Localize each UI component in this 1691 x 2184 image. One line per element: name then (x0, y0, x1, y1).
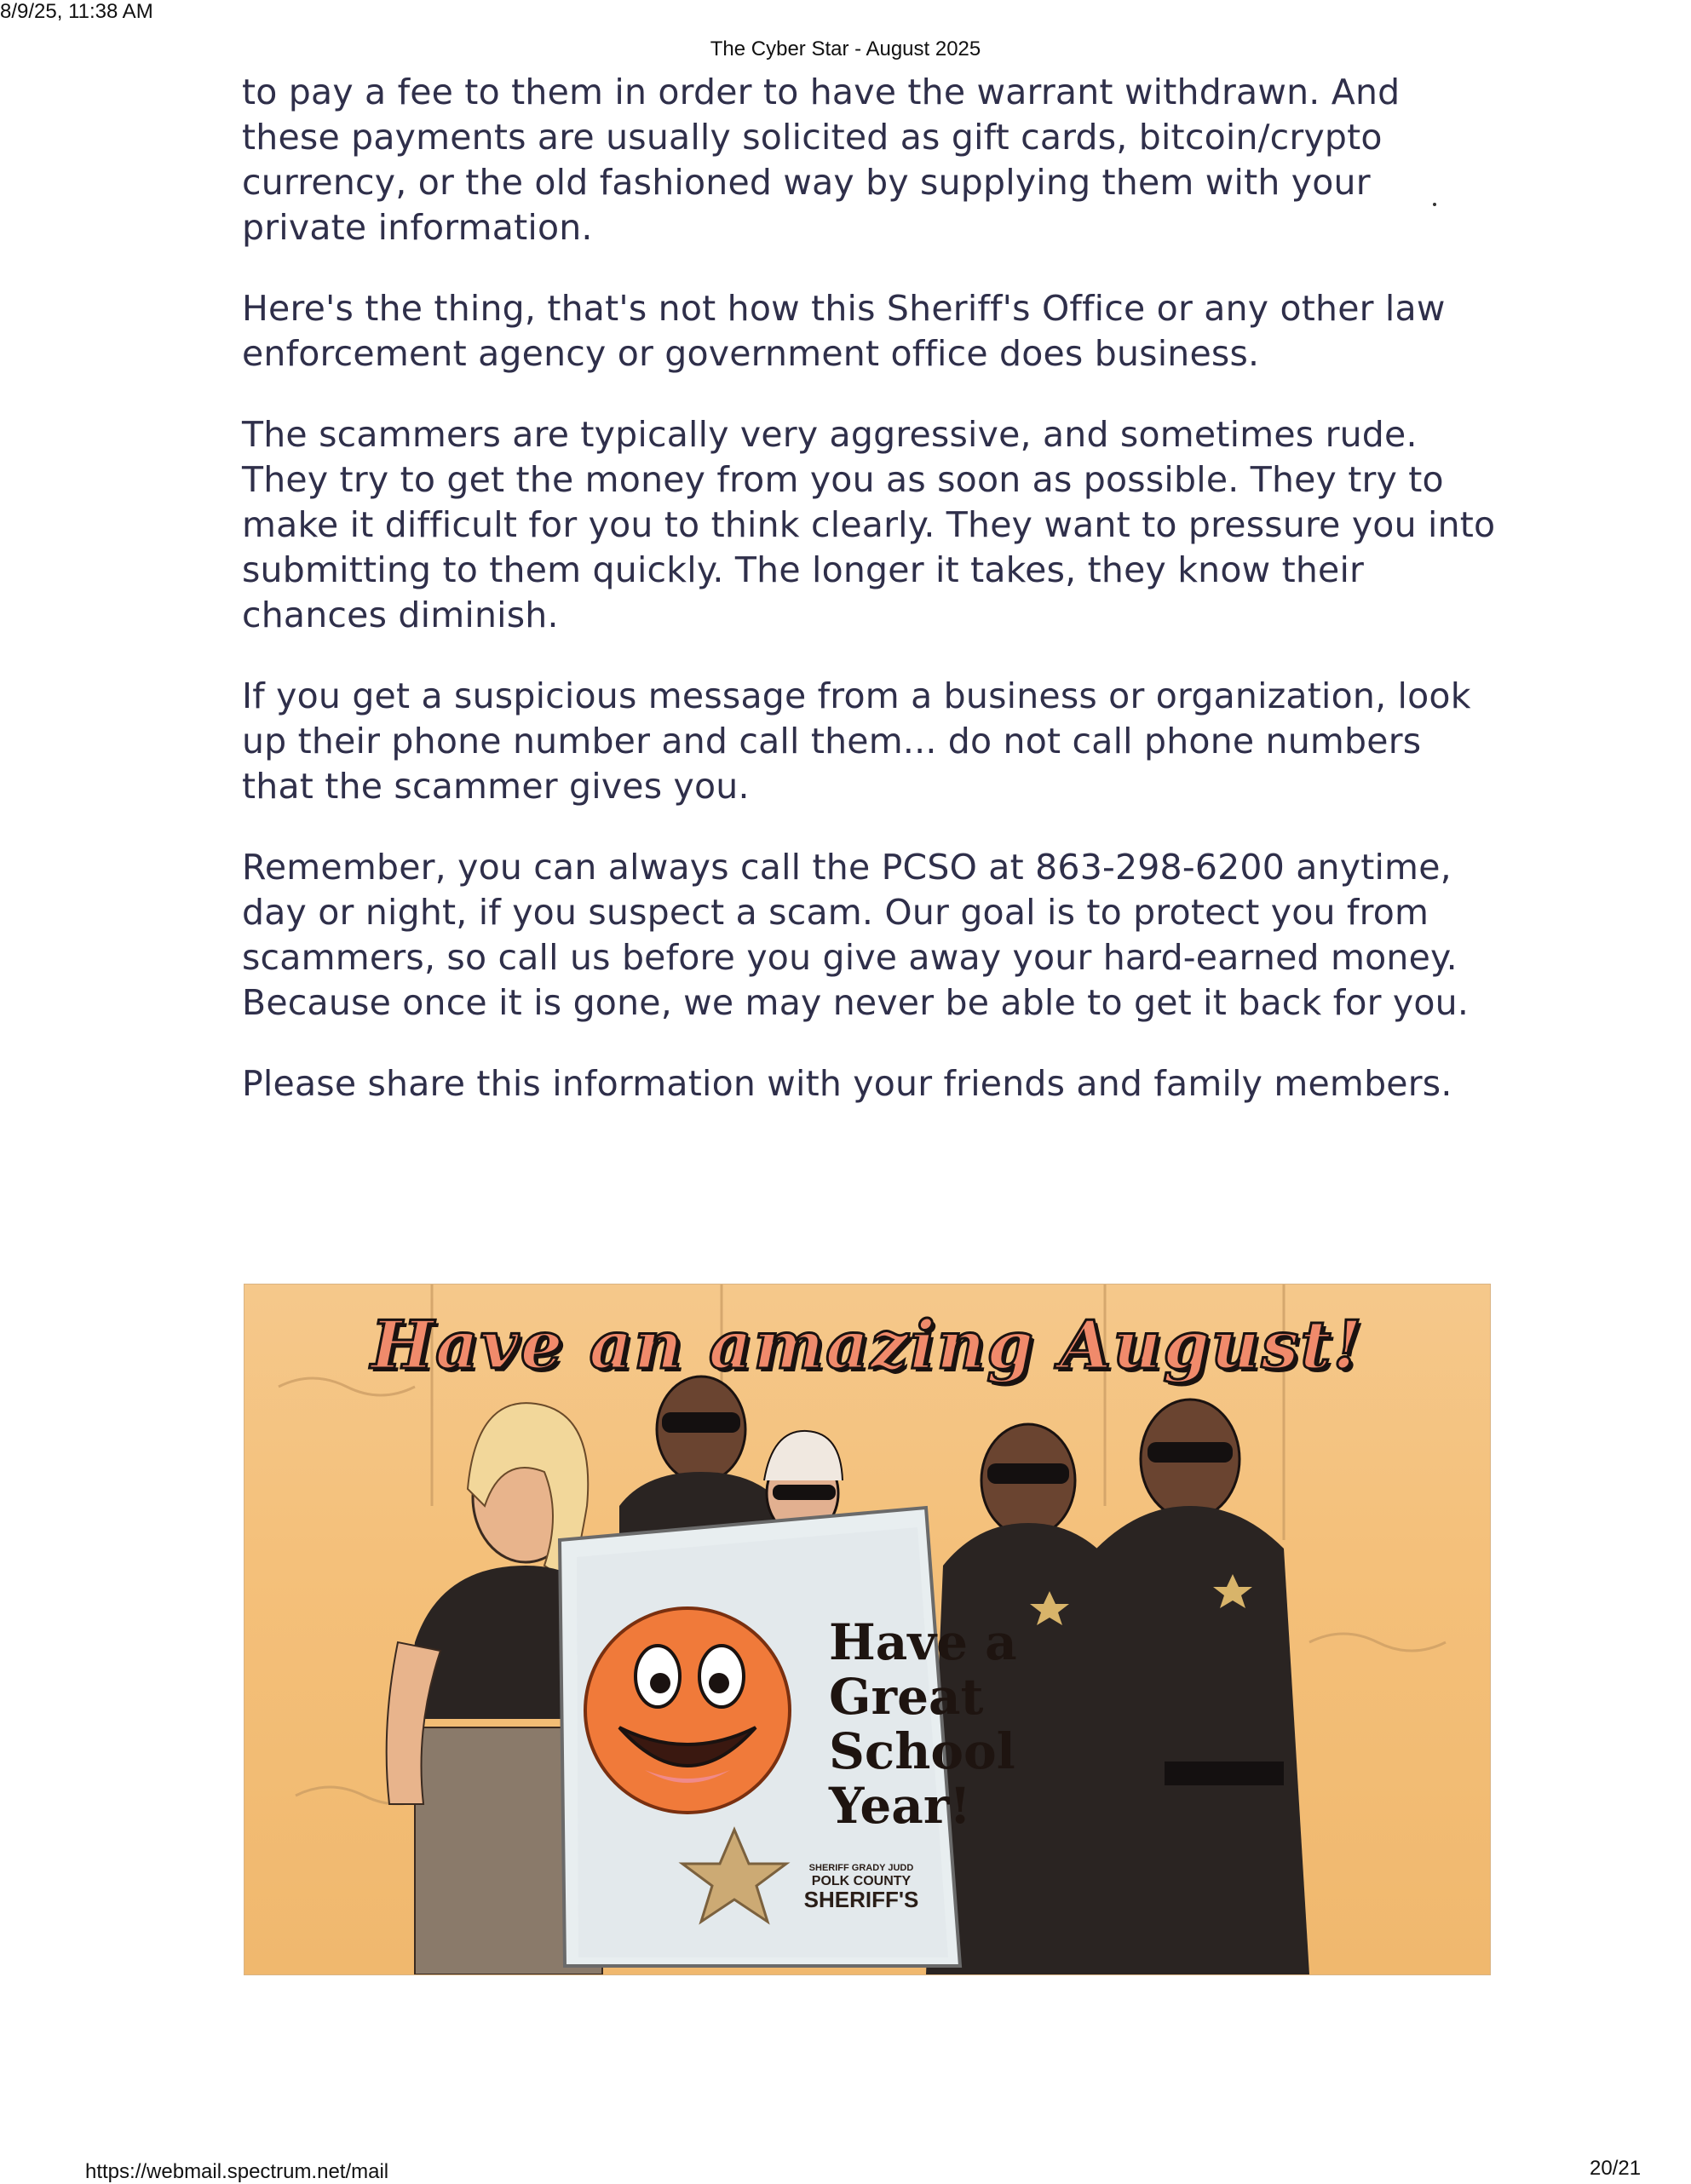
deputy-right-2 (1079, 1399, 1309, 1974)
sign-line: Have a (829, 1613, 1017, 1671)
print-footer-url: https://webmail.spectrum.net/mail (85, 2160, 389, 2183)
logo-county-line: POLK COUNTY (811, 1874, 912, 1888)
sign-line: School (829, 1722, 1015, 1780)
article-body (242, 70, 1503, 1142)
article-paragraph: Please share this information with your friends and family members. (242, 1063, 1452, 1104)
print-footer-page: 20/21 (1590, 2157, 1642, 2180)
article-paragraph: Remember, you can always call the PCSO at 863-298-6200 anytime, day or night, if you suspect a scam. Our goal is to protect you from scammers, so call us before you give away your hard-earned money. Because once it is gone, we may never be able to get it back for you. (242, 847, 1470, 1023)
sign-line: Great (829, 1668, 984, 1726)
sheriff-logo-text (793, 1862, 929, 1910)
article-paragraph: The scammers are typically very aggressive, and sometimes rude. They try to get the money from you as soon as possible. They try to make it difficult for you to think clearly. They want to pressure you into submitting to them quickly. The longer it takes, they know their chances diminish. (242, 414, 1496, 635)
stray-dot (1433, 203, 1436, 206)
print-datetime: 8/9/25, 11:38 AM (0, 0, 153, 23)
article-paragraph: If you get a suspicious message from a business or organization, look up their phone number and call them... do not call phone numbers that the scammer gives you. (242, 675, 1471, 807)
logo-small-line: SHERIFF GRADY JUDD (808, 1863, 914, 1873)
logo-main-line: SHERIFF'S (803, 1887, 919, 1912)
banner-heading: Have an amazing August! (371, 1307, 1364, 1384)
sign-line: Year! (829, 1777, 971, 1835)
print-header-title: The Cyber Star - August 2025 (710, 37, 981, 60)
august-promo-image (244, 1284, 1491, 1975)
article-paragraph: to pay a fee to them in order to have the warrant withdrawn. And these payments are usually solicited as gift cards, bitcoin/crypto currency, or the old fashioned way by supplying them with your private information. (242, 72, 1401, 248)
smiley-face-icon (585, 1608, 790, 1813)
sign-message (829, 1615, 1025, 1833)
article-paragraph: Here's the thing, that's not how this Sheriff's Office or any other law enforcement agency or government office does business. (242, 288, 1446, 374)
